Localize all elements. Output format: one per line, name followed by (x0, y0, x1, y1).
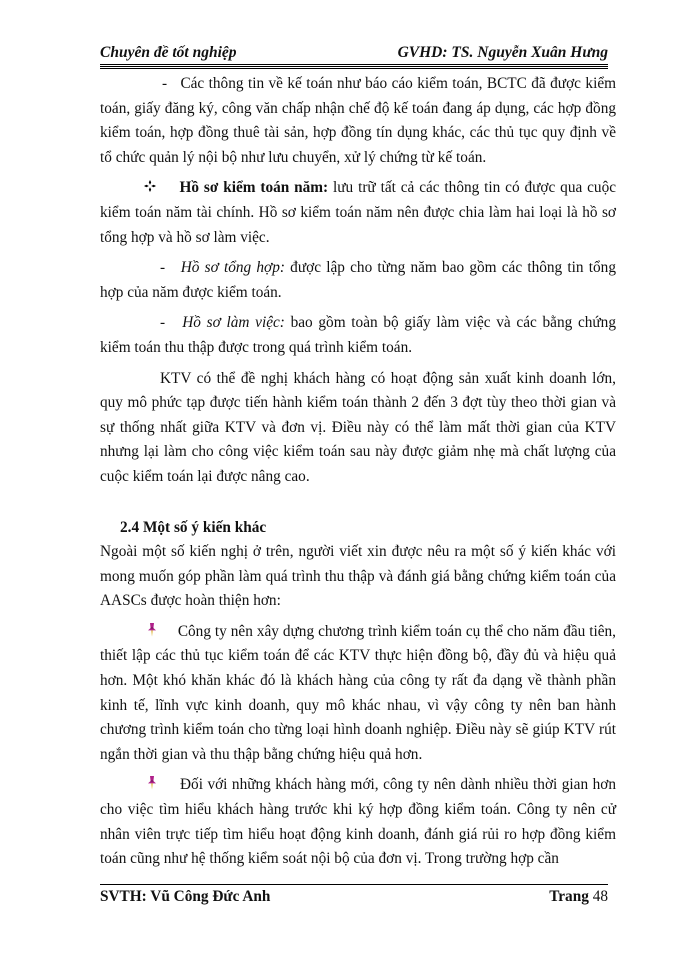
header-rule (100, 64, 608, 69)
section-heading: 2.4 Một số ý kiến khác (120, 518, 267, 536)
four-diamond-bullet-icon (144, 176, 160, 201)
footer-page: Trang 48 (549, 888, 608, 905)
p4-title: Hồ sơ làm việc: (182, 314, 285, 332)
paragraph-2: Hồ sơ kiểm toán năm: lưu trữ tất cả các thông tin có được qua cuộc kiểm toán năm tài chính. Hồ sơ kiểm toán năm nên được chia làm hai loại là hồ sơ tổng hợp và hồ sơ làm việc. (100, 176, 616, 250)
p2-title: Hồ sơ kiểm toán năm: (179, 179, 329, 197)
paragraph-5: KTV có thể đề nghị khách hàng có hoạt động sản xuất kinh doanh lớn, quy mô phức tạp được tiến hành kiểm toán thành 2 đến 3 đợt tùy theo thời gian và sự thống nhất giữa KTV và đơn vị. Điều này có thể làm mất thời gian của KTV nhưng lại làm cho công việc kiểm toán sau này được giảm nhẹ mà chất lượng của cuộc kiểm toán lại được nâng cao. (100, 369, 616, 485)
paragraph-8: Đối với những khách hàng mới, công ty nên dành nhiều thời gian hơn cho việc tìm hiểu khách hàng trước khi ký hợp đồng kiểm toán. Công ty nên cử nhân viên trực tiếp tìm hiểu hoạt động kinh doanh, đánh giá rủi ro hợp đồng kiểm toán cũng như hệ thống kiểm soát nội bộ của đơn vị. Trong trường hợp cần (100, 776, 616, 868)
paragraph-4: - Hồ sơ làm việc: bao gồm toàn bộ giấy làm việc và các bằng chứng kiểm toán thu thập được trong quá trình kiểm toán. (100, 314, 616, 356)
page-footer (100, 888, 608, 906)
footer-author: SVTH: Vũ Công Đức Anh (100, 888, 271, 905)
p3-title: Hồ sơ tổng hợp: (180, 259, 285, 277)
pushpin-bullet-icon (144, 621, 162, 635)
paragraph-1: - Các thông tin về kế toán như báo cáo kiểm toán, BCTC đã được kiểm toán, giấy đăng ký, công văn chấp nhận chế độ kế toán đang áp dụng, các hợp đồng kiểm toán, hợp đồng thuê tài sản, hợp đồng tín dụng khác, các thủ tục quy định về tổ chức quản lý nội bộ như lưu chuyển, xử lý chứng từ kế toán. (100, 75, 617, 166)
header-left: Chuyên đề tốt nghiệp (100, 44, 237, 61)
paragraph-3: - Hồ sơ tổng hợp: được lập cho từng năm bao gồm các thông tin tổng hợp của năm được kiểm toán. (100, 259, 616, 301)
footer-rule (100, 884, 608, 885)
page-header (100, 36, 608, 62)
header-right: GVHD: TS. Nguyễn Xuân Hưng (397, 44, 608, 61)
page-number: 48 (592, 888, 608, 905)
page-content (100, 72, 616, 872)
paragraph-7: Công ty nên xây dựng chương trình kiểm toán cụ thể cho năm đầu tiên, thiết lập các thủ tục kiểm toán để các KTV thực hiện đồng bộ, đầy đủ và hiệu quả hơn. Một khó khăn khác đó là khách hàng của công ty rất đa dạng về thành phần kinh tế, lĩnh vực kinh doanh, quy mô khác nhau, vì vậy công ty nên ban hành chương trình kiểm toán cho từng loại hình doanh nghiệp. Điều này sẽ giúp KTV rút ngắn thời gian và thu thập bằng chứng hiệu quả hơn. (100, 622, 616, 763)
paragraph-6: Ngoài một số kiến nghị ở trên, người viết xin được nêu ra một số ý kiến khác với mong muốn góp phần làm quá trình thu thập và đánh giá bằng chứng kiểm toán của AASCs được hoàn thiện hơn: (100, 543, 616, 610)
pushpin-bullet-icon (144, 774, 162, 788)
